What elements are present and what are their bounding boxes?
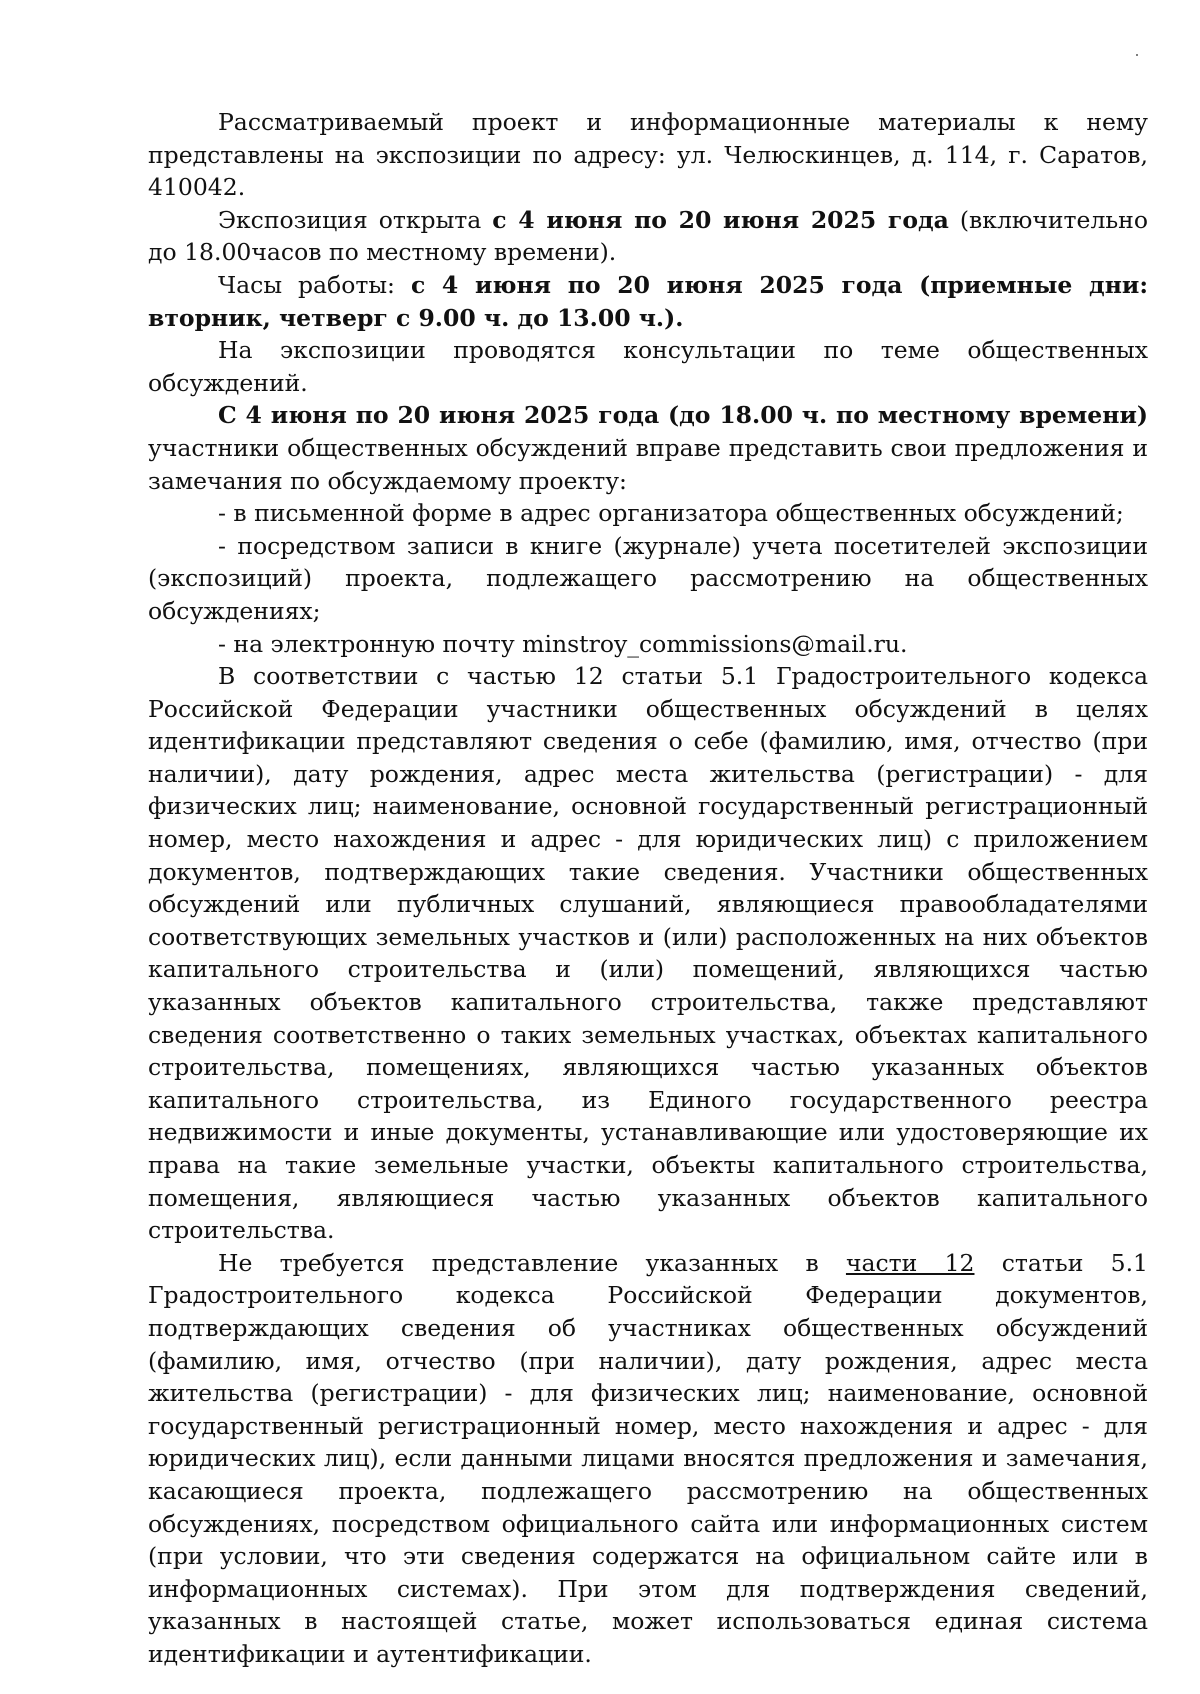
paragraph-text: Рассматриваемый проект и информационные материалы к нему представлены на экспозиции по адресу: ул. Челюскинцев, д. 114, г. Саратов, 410042. [148,108,1148,202]
bold-hours: с 4 июня по 20 июня 2025 года (приемные дни: вторник, четверг с 9.00 ч. до 13.00 ч.). [148,270,1148,332]
paragraph-text: - на электронную почту minstroy_commissions@mail.ru. [218,629,908,658]
bold-period: С 4 июня по 20 июня 2025 года (до 18.00 ч. по местному времени) [218,401,1148,430]
scan-speck [1136,54,1138,56]
paragraph-no-documents-required [148,1247,1148,1671]
paragraph-text: - посредством записи в книге (журнале) учета посетителей экспозиции (экспозиций) проекта, подлежащего рассмотрению на общественных обсуждениях; [148,531,1148,625]
paragraph-working-hours [148,269,1148,334]
paragraph-text: - в письменной форме в адрес организатора общественных обсуждений; [218,499,1124,528]
paragraph-text: На экспозиции проводятся консультации по теме общественных обсуждений. [148,336,1148,397]
paragraph-text: В соответствии с частью 12 статьи 5.1 Градостроительного кодекса Российской Федерации участники общественных обсуждений в целях идентификации представляют сведения о себе (фамилию, имя, отчество (при наличии), дату рождения, адрес места жительства (регистрации) - для физических лиц; наименование, основной государственный регистрационный номер, место нахождения и адрес - для юридических лиц) с приложением документов, подтверждающих такие сведения. Участники общественных обсуждений или публичных слушаний, являющиеся правообладателями соответствующих земельных участков и (или) расположенных на них объектов капитального строительства и (или) помещений, являющихся частью указанных объектов капитального строительства, также представляют сведения соответственно о таких земельных участках, объектах капитального строительства, помещениях, являющихся частью указанных объектов капитального строительства, из Единого государственного реестра недвижимости и иные документы, устанавливающие или удостоверяющие их права на такие земельные участки, объекты капитального строительства, помещения, являющиеся частью указанных объектов капитального строительства. [148,662,1148,1245]
list-item-visitor-book [148,530,1148,628]
paragraph-exposition-address [148,106,1148,204]
list-item-written-form [148,497,1148,530]
paragraph-identification [148,660,1148,1247]
paragraph-text: (включительно до 18.00часов по местному времени). [148,205,1148,267]
paragraph-text: участники общественных обсуждений вправе представить свои предложения и замечания по обсуждаемому проекту: [148,433,1148,495]
paragraph-proposals-period [148,399,1148,497]
bold-dates: с 4 июня по 20 июня 2025 года [492,205,949,234]
paragraph-text: статьи 5.1 Градостроительного кодекса Российской Федерации документов, подтверждающих сведения об участниках общественных обсуждений (фамилию, имя, отчество (при наличии), дату рождения, адрес места жительства (регистрации) - для физических лиц; наименование, основной государственный регистрационный номер, место нахождения и адрес - для юридических лиц), если данными лицами вносятся предложения и замечания, касающиеся проекта, подлежащего рассмотрению на общественных обсуждениях, посредством официального сайта или информационных систем (при условии, что эти сведения содержатся на официальном сайте или в информационных системах). При этом для подтверждения сведений, указанных в настоящей статье, может использоваться единая система идентификации и аутентификации. [148,1248,1149,1668]
document-body [148,106,1148,1671]
paragraph-exposition-dates [148,204,1148,269]
paragraph-text: Экспозиция открыта [218,205,493,234]
paragraph-text: Часы работы: [218,270,411,299]
paragraph-text: Не требуется представление указанных в [218,1248,846,1277]
paragraph-consultations [148,334,1148,399]
list-item-email [148,628,1148,661]
underlined-reference: части 12 [845,1248,975,1277]
